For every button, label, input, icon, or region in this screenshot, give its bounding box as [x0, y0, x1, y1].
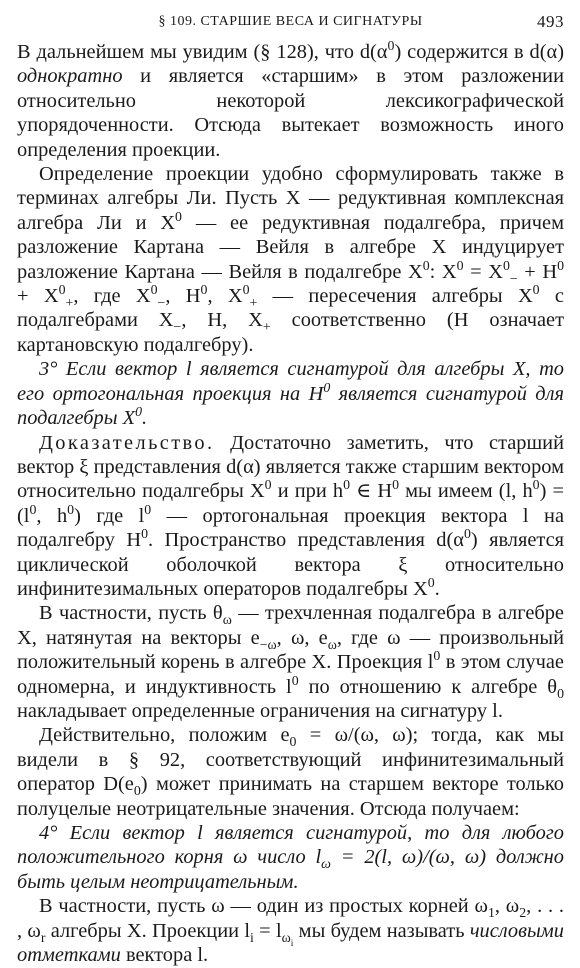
- running-header: [17, 10, 564, 40]
- section-title: § 109. СТАРШИЕ ВЕСА И СИГНАТУРЫ: [158, 14, 423, 29]
- proof-label: Доказательство.: [39, 431, 215, 454]
- proposition-3: 3° Если вектор l является сигнатурой для алгебры X, то его ортогональная проекция на $H^0$ является сигнатурой для подалгебры $X^0$.: [17, 358, 564, 430]
- paragraph-5: В частности, пусть $\theta_\omega$ — трехчленная подалгебра в алгебре X, натянутая на векторы $e_{-\omega}$, ω, $e_\omega$, где ω — произвольный положительный корень в алгебре X. Проекция $l^0$ в этом случае одномерна, и индуктивность $l^0$ по отношению к алгебре $\theta_0$ накладывает определенные ограничения на сигнатуру l.: [17, 602, 564, 722]
- paragraph-2: Определение проекции удобно сформулировать также в терминах алгебры Ли. Пусть X — редуктивная комплексная алгебра Ли и $X^0$ — ее редуктивная подалгебра, причем разложение Картана — Вейля в алгебре X индуцирует разложение Картана — Вейля в подалгебре $X^0$: $X^0 = X^0_- + H^0 + X^0_+$, где $X^0_-$, $H^0$, $X^0_+$ — пересечения алгебры $X^0$ с подалгебрами $X_-$, H, $X_+$ соответственно (H означает картановскую подалгебру).: [17, 163, 565, 356]
- paragraph-8: В частности, пусть ω — один из простых корней $\omega_1$, $\omega_2$, . . . , $\omega_r$ алгебры X. Проекции $l_i = l_{\omega_i}$ мы будем называть числовыми отметками вектора l.: [17, 895, 565, 967]
- term-numeric-marks: числовыми отметками: [17, 919, 564, 967]
- proposition-4: 4° Если вектор l является сигнатурой, то для любого положительного корня ω число $l_\omega = 2(l$, ω)/(ω, ω) должно быть целым неотрицательным.: [17, 822, 564, 893]
- paragraph-6: Действительно, положим $e_0 = \omega/(\omega$, ω); тогда, как мы видели в § 92, соответствующий инфинитезимальный оператор $D(e_0)$ может принимать на старшем векторе только полуцелые неотрицательные значения. Отсюда получаем:: [17, 724, 564, 820]
- page-number: 493: [537, 12, 564, 31]
- proof-paragraph: Доказательство. Достаточно заметить, что старший вектор ξ представления d(α) является также старшим вектором относительно подалгебры $X^0$ и при $h^0$ ∈ $H^0$ мы имеем (l, $h^0) = (l^0$, $h^0$) где $l^0$ — ортогональная проекция вектора l на подалгебру $H^0$. Пространство представления $d(\alpha^0)$ является циклической оболочкой вектора ξ относительно инфинитезимальных операторов подалгебры $X^0$.: [17, 431, 565, 600]
- paragraph-1: В дальнейшем мы увидим (§ 128), что $d(\alpha^0)$ содержится в d(α) однократно и является «старшим» в этом разложении относительно некоторой лексикографической упорядоченности. Отсюда вытекает возможность иного определения проекции.: [17, 39, 564, 161]
